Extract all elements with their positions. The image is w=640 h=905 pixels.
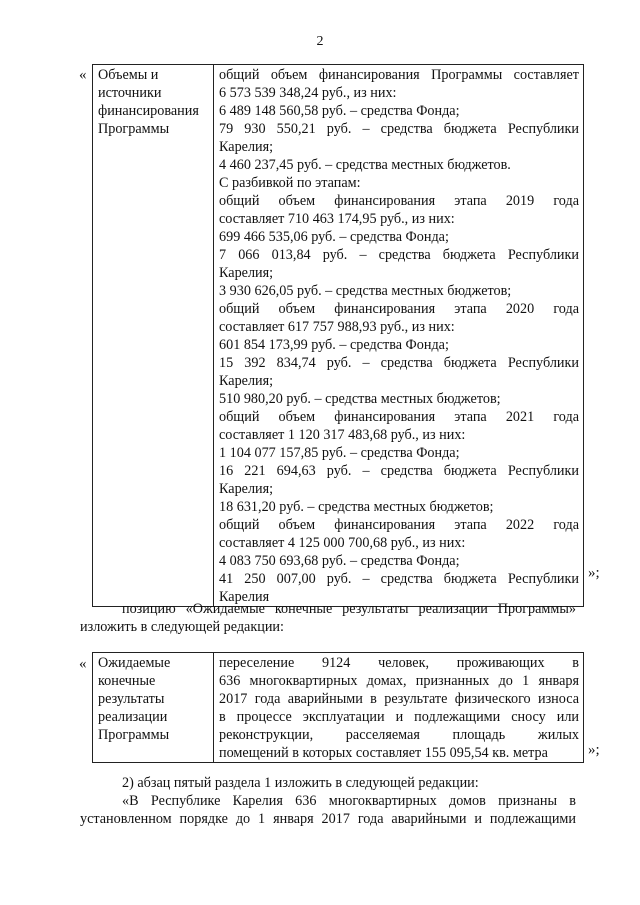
results-text-line: в процессе эксплуатации и подлежащими сносу или — [219, 709, 579, 725]
page-number: 2 — [316, 34, 324, 49]
funding-text-line: 41 250 007,00 руб. – средства бюджета Республики — [219, 571, 579, 587]
funding-text-line: 79 930 550,21 руб. – средства бюджета Республики — [219, 121, 579, 137]
funding-text-line: 6 489 148 560,58 руб. – средства Фонда; — [219, 103, 460, 119]
paragraph2-line: «В Республике Карелия 636 многоквартирных домов признаны в — [122, 793, 576, 809]
results-text-line: помещений в которых составляет 155 095,54 кв. метра — [219, 745, 548, 761]
funding-text-line: 6 573 539 348,24 руб., из них: — [219, 85, 397, 101]
funding-text-line: 18 631,20 руб. – средства местных бюджетов; — [219, 499, 494, 515]
results-label — [98, 654, 209, 744]
paragraph1-line: позицию «Ожидаемые конечные результаты реализации Программы» — [122, 601, 576, 617]
paragraph2-line: 2) абзац пятый раздела 1 изложить в следующей редакции: — [122, 775, 479, 791]
funding-text-line: 1 104 077 157,85 руб. – средства Фонда; — [219, 445, 460, 461]
funding-label-line: источники — [98, 85, 162, 101]
funding-text-line: 601 854 173,99 руб. – средства Фонда; — [219, 337, 449, 353]
funding-text-line: Карелия; — [219, 139, 274, 155]
funding-text-line: Карелия; — [219, 481, 274, 497]
results-text-line: реконструкции, расселяемая площадь жилых — [219, 727, 579, 743]
funding-text-line: Карелия — [219, 589, 270, 605]
funding-text-line: составляет 617 757 988,93 руб., из них: — [219, 319, 455, 335]
funding-text-cell — [214, 65, 584, 607]
funding-text-line: общий объем финансирования этапа 2020 года — [219, 301, 579, 317]
funding-text-line: 4 460 237,45 руб. – средства местных бюджетов. — [219, 157, 511, 173]
results-text-line: 636 многоквартирных домах, признанных до 1 января — [219, 673, 579, 689]
funding-label-line: Объемы и — [98, 67, 159, 83]
table2-quote-close: »; — [588, 742, 600, 758]
funding-text-line: Карелия; — [219, 265, 274, 281]
results-text-cell — [214, 653, 584, 763]
funding-text-line: 15 392 834,74 руб. – средства бюджета Республики — [219, 355, 579, 371]
results-label-line: реализации — [98, 709, 168, 725]
funding-text-line: общий объем финансирования этапа 2019 года — [219, 193, 579, 209]
funding-text-line: 699 466 535,06 руб. – средства Фонда; — [219, 229, 449, 245]
results-label-line: Ожидаемые — [98, 655, 171, 671]
funding-label-line: финансирования — [98, 103, 199, 119]
results-text-line: переселение 9124 человек, проживающих в — [219, 655, 579, 671]
funding-text-line: составляет 1 120 317 483,68 руб., из них: — [219, 427, 466, 443]
results-text — [219, 654, 579, 762]
funding-table — [92, 64, 584, 607]
paragraph-section-1 — [80, 774, 576, 828]
funding-text-line: составляет 4 125 000 700,68 руб., из них: — [219, 535, 466, 551]
funding-text-line: 7 066 013,84 руб. – средства бюджета Республики — [219, 247, 579, 263]
funding-text-line: составляет 710 463 174,95 руб., из них: — [219, 211, 455, 227]
funding-text-line: С разбивкой по этапам: — [219, 175, 361, 191]
results-table — [92, 652, 584, 763]
paragraph1-line: изложить в следующей редакции: — [80, 619, 284, 635]
table1-quote-open: « — [79, 67, 87, 83]
funding-label — [98, 66, 209, 138]
results-label-line: результаты — [98, 691, 165, 707]
results-label-line: Программы — [98, 727, 170, 743]
funding-text-line: 4 083 750 693,68 руб. – средства Фонда; — [219, 553, 460, 569]
funding-text-line: общий объем финансирования этапа 2022 года — [219, 517, 579, 533]
table2-quote-open: « — [79, 656, 87, 672]
funding-label-cell — [93, 65, 214, 607]
funding-text-line: общий объем финансирования Программы составляет — [219, 67, 579, 83]
funding-text-line: 16 221 694,63 руб. – средства бюджета Республики — [219, 463, 579, 479]
table1-quote-close: »; — [588, 565, 600, 581]
funding-label-line: Программы — [98, 121, 170, 137]
results-label-cell — [93, 653, 214, 763]
paragraph2-line: установленном порядке до 1 января 2017 года аварийными и подлежащими — [80, 811, 576, 827]
funding-text-line: 3 930 626,05 руб. – средства местных бюджетов; — [219, 283, 512, 299]
paragraph-position-results — [80, 600, 576, 636]
funding-text-line: Карелия; — [219, 373, 274, 389]
funding-text — [219, 66, 579, 606]
results-label-line: конечные — [98, 673, 156, 689]
funding-text-line: 510 980,20 руб. – средства местных бюджетов; — [219, 391, 501, 407]
funding-text-line: общий объем финансирования этапа 2021 года — [219, 409, 579, 425]
results-text-line: 2017 года аварийными в результате физического износа — [219, 691, 579, 707]
